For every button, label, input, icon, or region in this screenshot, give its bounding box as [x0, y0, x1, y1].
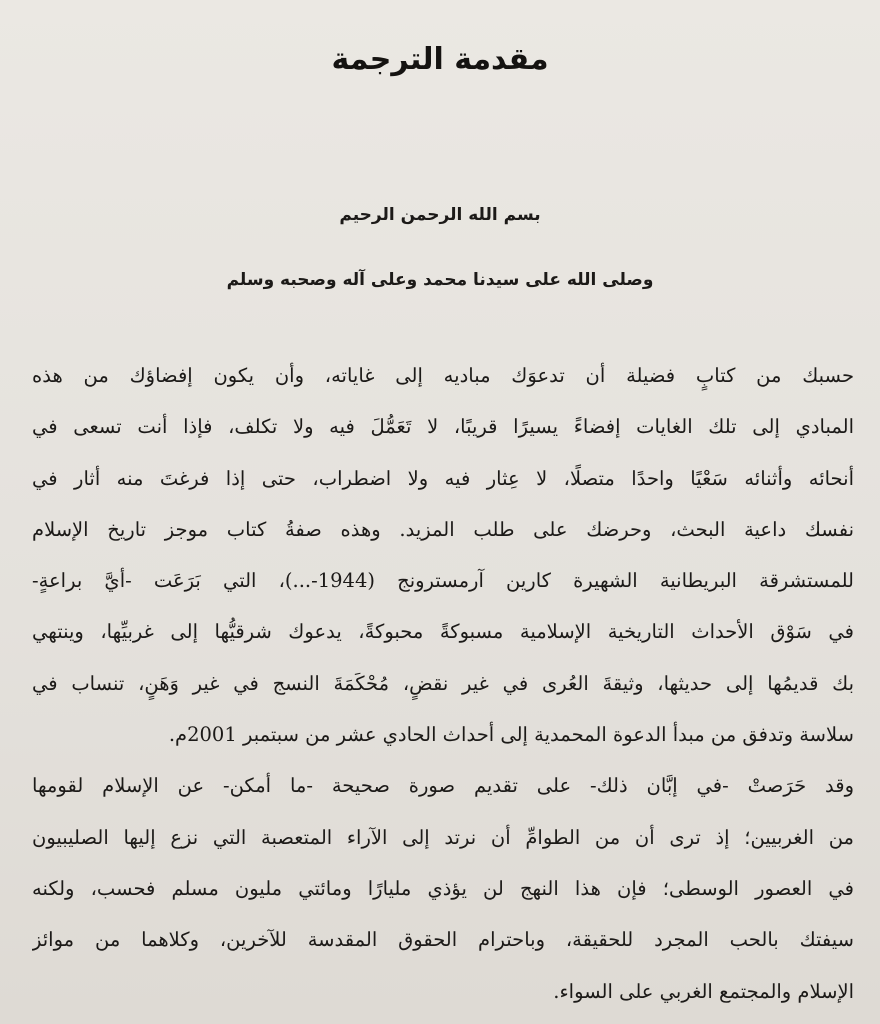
text-line: نفسك داعية البحث، وحرضك على طلب المزيد. وهذه صفةُ كتاب موجز تاريخ الإسلام [32, 517, 854, 541]
text-line: سلاسة وتدفق من مبدأ الدعوة المحمدية إلى أحداث الحادي عشر من سبتمبر 2001م. [168, 723, 854, 747]
text-line: أنحائه وأثنائه سَعْيًا واحدًا متصلًا، لا عِثار فيه ولا اضطراب، حتى إذا فرغتَ منه أثار في [32, 466, 854, 490]
text-line: للمستشرقة البريطانية الشهيرة كارين آرمسترونج (1944-...)، التي بَرَعَت -أيَّ براعةٍ- [32, 569, 854, 593]
text-line: في سَوْق الأحداث التاريخية الإسلامية مسبوكةً محبوكةً، يدعوك شرقيُّها إلى غربيِّها، وينتهي [32, 620, 854, 644]
text-line: سيفتك بالحب المجرد للحقيقة، وباحترام الحقوق المقدسة للآخرين، وكلاهما من موائز [32, 928, 854, 952]
page-title: مقدمة الترجمة [331, 42, 549, 77]
text-line: بك قديمُها إلى حديثها، وثيقةَ العُرى في غير نقضٍ، مُحْكَمَةَ النسج في غير وَهَنٍ، تنساب في [32, 671, 854, 695]
text-line: الإسلام والمجتمع الغربي على السواء. [553, 979, 854, 1003]
text-line: المبادي إلى تلك الغايات إفضاءً يسيرًا قريبًا، لا تَعَمُّلَ فيه ولا تكلف، فإذا أنت تسعى في [32, 415, 854, 439]
body-paragraph [32, 350, 854, 1017]
salutation: وصلى الله على سيدنا محمد وعلى آله وصحبه وسلم [226, 270, 654, 290]
text-line: وقد حَرَصتْ -في إبَّان ذلك- على تقديم صورة صحيحة -ما أمكن- عن الإسلام لقومها [32, 774, 854, 798]
text-line: من الغربيين؛ إذ ترى أن من الطوامِّ أن نرتد إلى الآراء المتعصبة التي نزع إليها الصليبيون [32, 825, 854, 849]
text-line: حسبك من كتابٍ فضيلة أن تدعوَك مباديه إلى غاياته، وأن يكون إفضاؤك من هذه [32, 364, 854, 387]
text-line: في العصور الوسطى؛ فإن هذا النهج لن يؤذي مليارًا ومائتي مليون مسلم فحسب، ولكنه [32, 876, 854, 900]
basmala: بسم الله الرحمن الرحيم [339, 205, 541, 225]
